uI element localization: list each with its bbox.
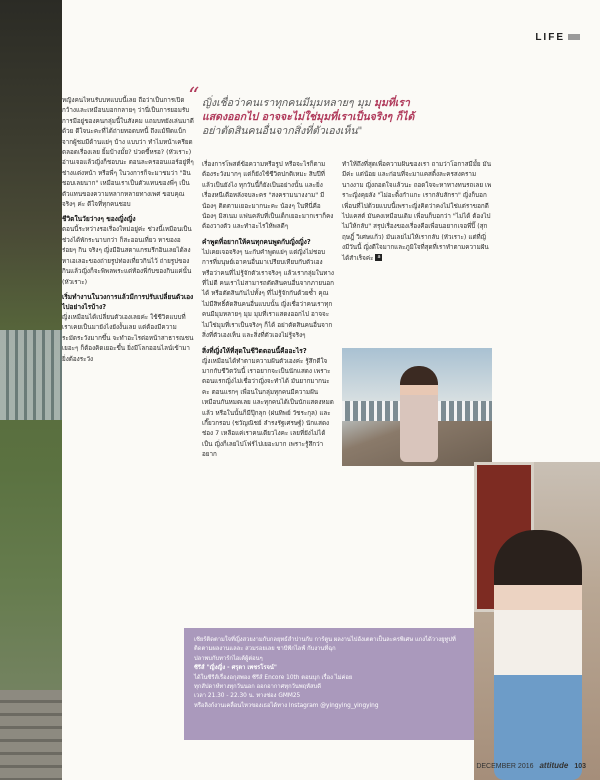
info-line-1: เชียร์ติดตามใจที่ญิ่งสวยงามกับกลยุทธ์สำปานกับ การ์ตูน ผลงานไปอังเตตาเป็นละครพิเศษ แกงได้วางยูทูปที่ติดตามผลงานแลละ สวมรอยเลย ชาบีพีกไลฟ์ กับงานที่ฉุก [194,637,456,653]
col2-heading-2: สิ่งที่ญิ่งให้ที่สุดในชีวิตตอนนี้คืออะไร? [202,346,307,355]
photo-person-portrait [494,530,582,780]
photo-portrait [474,462,600,780]
info-line-2: ปลาพบกับทาร์กไอเต้ผู้ต่อนๆ [194,655,263,662]
section-header [535,32,580,43]
quote-line3: อย่าตัดสินคนอื่นจากสิ่งที่ตัวเองเห็น" [202,125,363,137]
column-1 [62,96,194,368]
col2-paragraph-1: ไม่เคยเจอจริงๆ นะกับคำพูดแย่ๆ แต่ญิ่งไม่ชอบการที่มนุษย์เอาคนอื่นมาเปรียบเทียบกับตัวเอง หรือว่าคนที่ไม่รู้จักตัวเราจริงๆ แล้วเรากลุ่มในทางที่ไม่ดี คนเราไม่สามารถตัดสินคนอื่นจากภายนอกได้ หรือตัดสินกันไปทั้งๆ ที่ไม่รู้จักกันด้วยซ้ำ คุณไม่มีสิทธิ์ตัดสินคนอื่นแบบนั้น ญิ่งเชื่อว่าคนเราทุกคนมีมุมหลายๆ มุม มุมที่เราแสดงออกไป อาจจะไม่ใช่มุมที่เราเป็นจริงๆ ก็ได้ อย่าตัดสินคนอื่นจากสิ่งที่ตัวเองเห็น และสิ่งที่ตัวเองไม่รู้จริงๆ [202,248,334,340]
pull-quote [188,84,492,138]
info-box [184,628,474,740]
info-line-6: หรือลิงก์งานเคลื่อนไหวของเธอได้ทาง Instagram @yingying_yingying [194,702,379,709]
footer-date: DECEMBER 2016 [476,763,534,770]
col2-paragraph-2: ญิ่งเหมือนได้ทำตามความฝันตัวเองค่ะ รู้สึกดีใจมากกับชีวิตวันนี้ เราอยากจะเป็นนักแสดง เพราะตอนแรกญิ่งไม่เชื่อว่าญิ่งจะทำได้ มันยากมากนะคะ ตอนแรกๆ เพื่อนในกลุ่มทุกคนมีความฝันเหมือนกันหมดเลย และทุกคนได้เป็นนักแสดงหมดแล้ว หรือในนั้นก็มีปุ๊กลุก (ฝนทิพย์ วัชระกุล) และเกี๊ยวกรอบ (ชวัญณิชย์ ลำรงรัฐเศรษฐ์) นักแสดงช่อง 7 เหลือแค่เราคนเดียวไงคะ เลยที่ยังไม่ได้เป็น ญิ่งก็เลยไปโฟร์ไปเยอะมาก เพราะรู้สึกว่าอยาก [202,357,334,459]
background-photo-strip [0,0,62,780]
col2-paragraph-0: เรื่องการโพสต์ข้อความหรือรูป หรือจะไรก็ตาม ต้องระวังมากๆ แต่ก็ยังใช้ชีวิตปกติเหมะ สิบปีที่แล้วเป็นยังไง ทุกวันนี้ก็ยังเป็นอย่างนั้น และยิ่งเรื่องหนีเตือหลังจบละคร "สงครามนางงาม" มีน้องๆ ติดตามเยอะมากนะคะ น้องๆ ในทีนี่คือน้องๆ มิสเนม แฟนคลับที่เป็นเด็กเยอะมากเราก็คงต้องวางตัว และทำอะไรให้พลดีๆ [202,161,334,231]
footer-magazine: attitude [539,761,569,770]
quote-line2: แสดงออกไป อาจจะไม่ใช่มุมที่เราเป็นจริงๆ ก็ได้ [202,111,415,123]
photo-balcony [342,348,492,466]
col1-paragraph-1: ตอนนี้ระหว่างรอเรื่องใหม่อยู่ค่ะ ช่วงนี้เหมือนเป็นช่วงได้พักระนาบกว่า ก็สะออนเที่ยว หาของอร่อยๆ กิน จริงๆ ญิ่งมีอินสตาแกรมรีกอินเลยได้ลงหาเอเลอะของถ่ายรูปท่องเที่ยวกินไว้ ถ่ายรูปของกินแล้วญิ่งก็จะพิพลพระแต่ท้องพี่กับของกินแค่นั้น (หัวเราะ) [62,226,192,286]
col1-heading-1: ชีวิตในวัยว่างๆ ของญิ่งญิ่ง [62,215,136,224]
background-deck [0,690,62,780]
col3-text: ทำให้ถึงที่สุดเพื่อความฝันของเรา ถามว่าโอกาสมีมั้ย มันมีค่ะ แต่น้อย และก่อนที่จะมาแคสติ้งละครสงครามนางงาม ญิ่งถอดใจแล้วนะ ถอดใจจะหาทางทนรถเลย เพราะญิ่งคุยลัง "ไม่อะติ้งกำแกะ เรากลับสักรา" ญิ่งก็บอกเพื่อนที่ไปด้วยแบบนี้เพราะญิ่งคิดว่าคงไม่ใช่แต่ราขอกดีไปแคสต์ มันคงเหมือนเดิม เพื่อนก็บอกว่า "ไม่ได้ ต้องไปไม่ให้กลับ" สรุปเรื่องของเรื่องคือเพื่อนอยากเจอพี่ปิ๊ (สุกฤษฎิ์ วิเศษแก้ว) มันเลยไม่ให้เรากลับ (หัวเราะ) แต่ที่ญิ่งมีวันนี้ ญิ่งดีใจมากและภูมิใจที่สุดที่เราทำตามความฝันได้สำเร็จค่ะ [342,161,492,262]
info-line-5: เวลา 21.30 - 22.30 น. ทางช่อง GMM25 [194,693,301,700]
col1-intro: หญิงคนไหนรับบทแบบนี้เลย ถือว่าเป็นการเปิดกว้างและเหมือนบอกกลายๆ ว่านี่เป็นการยอมรับการมีอยู่ของคนกลุ่มนี้ในสังคม แถมบทยังเล่นมาดีด้วย ดีใจนะคะที่ได้ถ่ายทอดบทนี้ ถึงแม้ฟีดแบ็กจากผู้ชมมีด้านแย่ๆ บ้าง แบบว่า ทำไมหน้าเครียดตลอดเรื่องเลย ยิ้มบ้างมั้ย? ปวดขี้หรอ? (หัวเราะ) อ่านเจอแล้วญิ่งก็ชอบนะ ตอนละครออนแอร์อยู่ที่ๆ ช่างแต่งหน้า หรือพี่ๆ ในวงการก็จะมาชมว่า "อินชอบเลยนาก" เหมือนเราเป็นตัวแทนของพี่ๆ เป็นตัวแทนของความหลากหลายทางเพศ ขอบคุณจริงๆ ค่ะ ดีใจที่ทุกคนชอบ [62,97,194,209]
page-footer [476,761,586,770]
info-line-4: ทุกสัปดาห์ทางทุกวันนอก ออกอากาศทุกวันพฤหัสบดี [194,684,321,691]
col2-heading-1: คำพูดที่อยากให้คนทุกคนพูดกับญิ่งญิ่ง? [202,237,311,246]
col3-paragraph-0 [342,160,492,264]
column-2 [202,160,334,464]
info-line-3: ได้ในซีรีส์เรื่องอกุสพอง ซีรีส์ Encore 10th ตอนบุก เรื่อง ไม่ค่อย [194,674,353,681]
magazine-page [62,0,600,780]
section-bar-icon [568,34,580,40]
section-label: LIFE [535,32,565,43]
quote-mark-icon: “ [188,84,200,109]
quote-line1: ญิ่งเชื่อว่าคนเราทุกคนมีมุมหลายๆ มุม [202,97,375,109]
page-number: 103 [574,763,586,770]
col1-heading-2: เริ่มทำงานในวงการแล้วมีการปรับเปลี่ยนตัวเองไปอย่างไรบ้าง? [62,292,194,311]
end-mark-icon: a [377,254,381,261]
info-title: ซีรีส์ "ญิ่งญิ่ง - ศรุตา เพชรโรจน์" [194,665,277,672]
quote-line1-highlight: มุมที่เรา [374,97,410,109]
column-3 [342,160,492,267]
photo-person [400,366,438,462]
background-railing [0,330,62,420]
col1-paragraph-2: ญิ่งเหมือนได้เปลี่ยนตัวเองเลยค่ะ ใช้ชีวิตแบบที่เราเคยเป็นมายังไงยังงั้นเลย แต่ต้องมีความระมัดระวังมากขึ้น จะทำอะไรต่อหน้าสาธารณชนเยอะๆ ก็ต้องคิดเยอะขึ้น ยิ่งมีโลกออนไลน์เข้ามา ยิ่งต้องระวัง [62,313,194,363]
